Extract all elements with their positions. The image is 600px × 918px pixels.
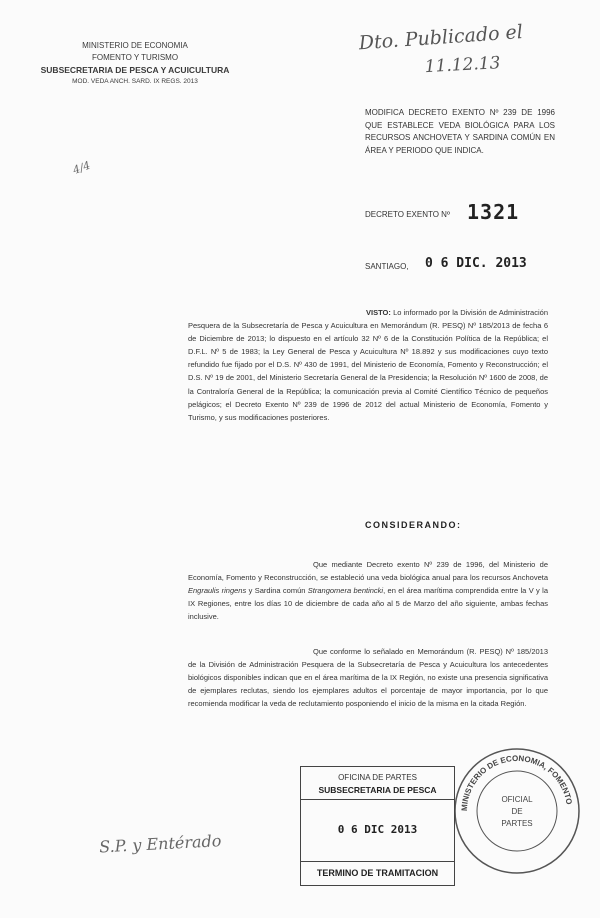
round-official-seal	[450, 744, 585, 879]
subsecretaria-line: SUBSECRETARIA DE PESCA Y ACUICULTURA	[40, 65, 230, 75]
ministry-line: FOMENTO Y TURISMO	[91, 53, 179, 62]
seal-center-line: DE	[511, 807, 523, 816]
handwritten-note-line: Dto. Publicado el	[358, 20, 524, 55]
santiago-label: SANTIAGO,	[365, 262, 409, 271]
mod-line: MOD. VEDA ANCH. SARD. IX REGS. 2013	[72, 78, 198, 85]
paragraph-text: Que mediante Decreto exento Nº 239 de 1996, del Ministerio de Economía, Fomento y Reconstrucción, se estableció una veda biológica anual para los recursos Anchoveta	[188, 560, 548, 583]
handwritten-bottom-note	[95, 820, 275, 860]
visto-paragraph	[188, 306, 548, 424]
decree-subject: MODIFICA DECRETO EXENTO Nº 239 DE 1996 QUE ESTABLECE VEDA BIOLÓGICA PARA LOS RECURSOS ANCHOVETA Y SARDINA COMÚN EN ÁREA Y PERIODO QUE INDICA.	[365, 108, 555, 155]
seal-ring-text: MINISTERIO DE ECONOMIA, FOMENTO	[459, 753, 574, 812]
ministry-header	[40, 40, 230, 88]
decree-number: 1321	[467, 200, 520, 224]
handwritten-margin-mark	[70, 150, 100, 180]
margin-mark-text: 4/4	[71, 158, 93, 177]
decree-label: DECRETO EXENTO Nº	[365, 210, 450, 219]
considerando-paragraph-1	[188, 558, 548, 623]
stamp-footer: TERMINO DE TRAMITACION	[301, 861, 454, 878]
species-name: Strangomera bentincki	[307, 586, 384, 596]
considerando-heading: CONSIDERANDO:	[365, 520, 462, 530]
stamp-office-line: OFICINA DE PARTES	[338, 773, 417, 782]
seal-center-line: OFICIAL	[501, 795, 533, 804]
stamp-date: 0 6 DIC 2013	[337, 823, 418, 836]
paragraph-text: , en el área marítima comprendida entre la V y la IX Regiones, entre los días 10 de diciembre de cada año al 5 de Marzo del año siguiente, ambas fechas inclusive.	[188, 586, 549, 622]
visto-text: Lo informado por la División de Administración Pesquera de la Subsecretaría de Pesca y Acuicultura en Memorándum (R. PESQ) Nº 185/2013 de fecha 6 de Diciembre de 2013; lo dispuesto en el artículo 32 Nº 6 de la Constitución Política de la República; el D.F.L. Nº 5 de 1983; la Ley General de Pesca y Acuicultura Nº 18.892 y sus modificaciones cuyo texto refundido fue fijado por el D.S. Nº 430 de 1991, del Ministerio de Economía, Fomento y Reconstrucción; el D.S. Nº 19 de 2001, del Ministerio Secretaría General de la Presidencia; la Resolución Nº 1600 de 2008, de la Contraloría General de la República; la comunicación previa al Comité Científico Técnico de pequeños pelágicos; el Decreto Exento Nº 239 de 1996 de 2012 del actual Ministerio de Economía, Fomento y Turismo, y sus modificaciones posteriores.	[188, 308, 548, 422]
santiago-date: 0 6 DIC. 2013	[425, 256, 527, 271]
species-name: Engraulis ringens	[188, 586, 247, 596]
seal-center-line: PARTES	[501, 819, 533, 828]
handwritten-note-date: 11.12.13	[424, 53, 501, 78]
handwritten-bottom-text: S.P. y Entérado	[98, 831, 222, 857]
ministry-line: MINISTERIO DE ECONOMIA	[82, 41, 188, 50]
paragraph-text: y Sardina común	[246, 586, 308, 596]
handwritten-publication-note	[355, 12, 585, 82]
oficina-partes-stamp	[300, 766, 455, 886]
stamp-subsecretaria-line: SUBSECRETARIA DE PESCA	[301, 785, 454, 800]
visto-label: VISTO:	[366, 308, 391, 317]
considerando-paragraph-2: Que conforme lo señalado en Memorándum (R. PESQ) Nº 185/2013 de la División de Administración Pesquera de la Subsecretaría de Pesca y Acuicultura los antecedentes biológicos disponibles indican que en el área marítima de la IX Región, no existe una presencia significativa de ejemplares reclutas, siendo los ejemplares adultos el porcentaje de mayor importancia, por lo que recomienda modificar la veda de reclutamiento posponiendo el inicio de la misma en la citada Región.	[188, 647, 548, 709]
